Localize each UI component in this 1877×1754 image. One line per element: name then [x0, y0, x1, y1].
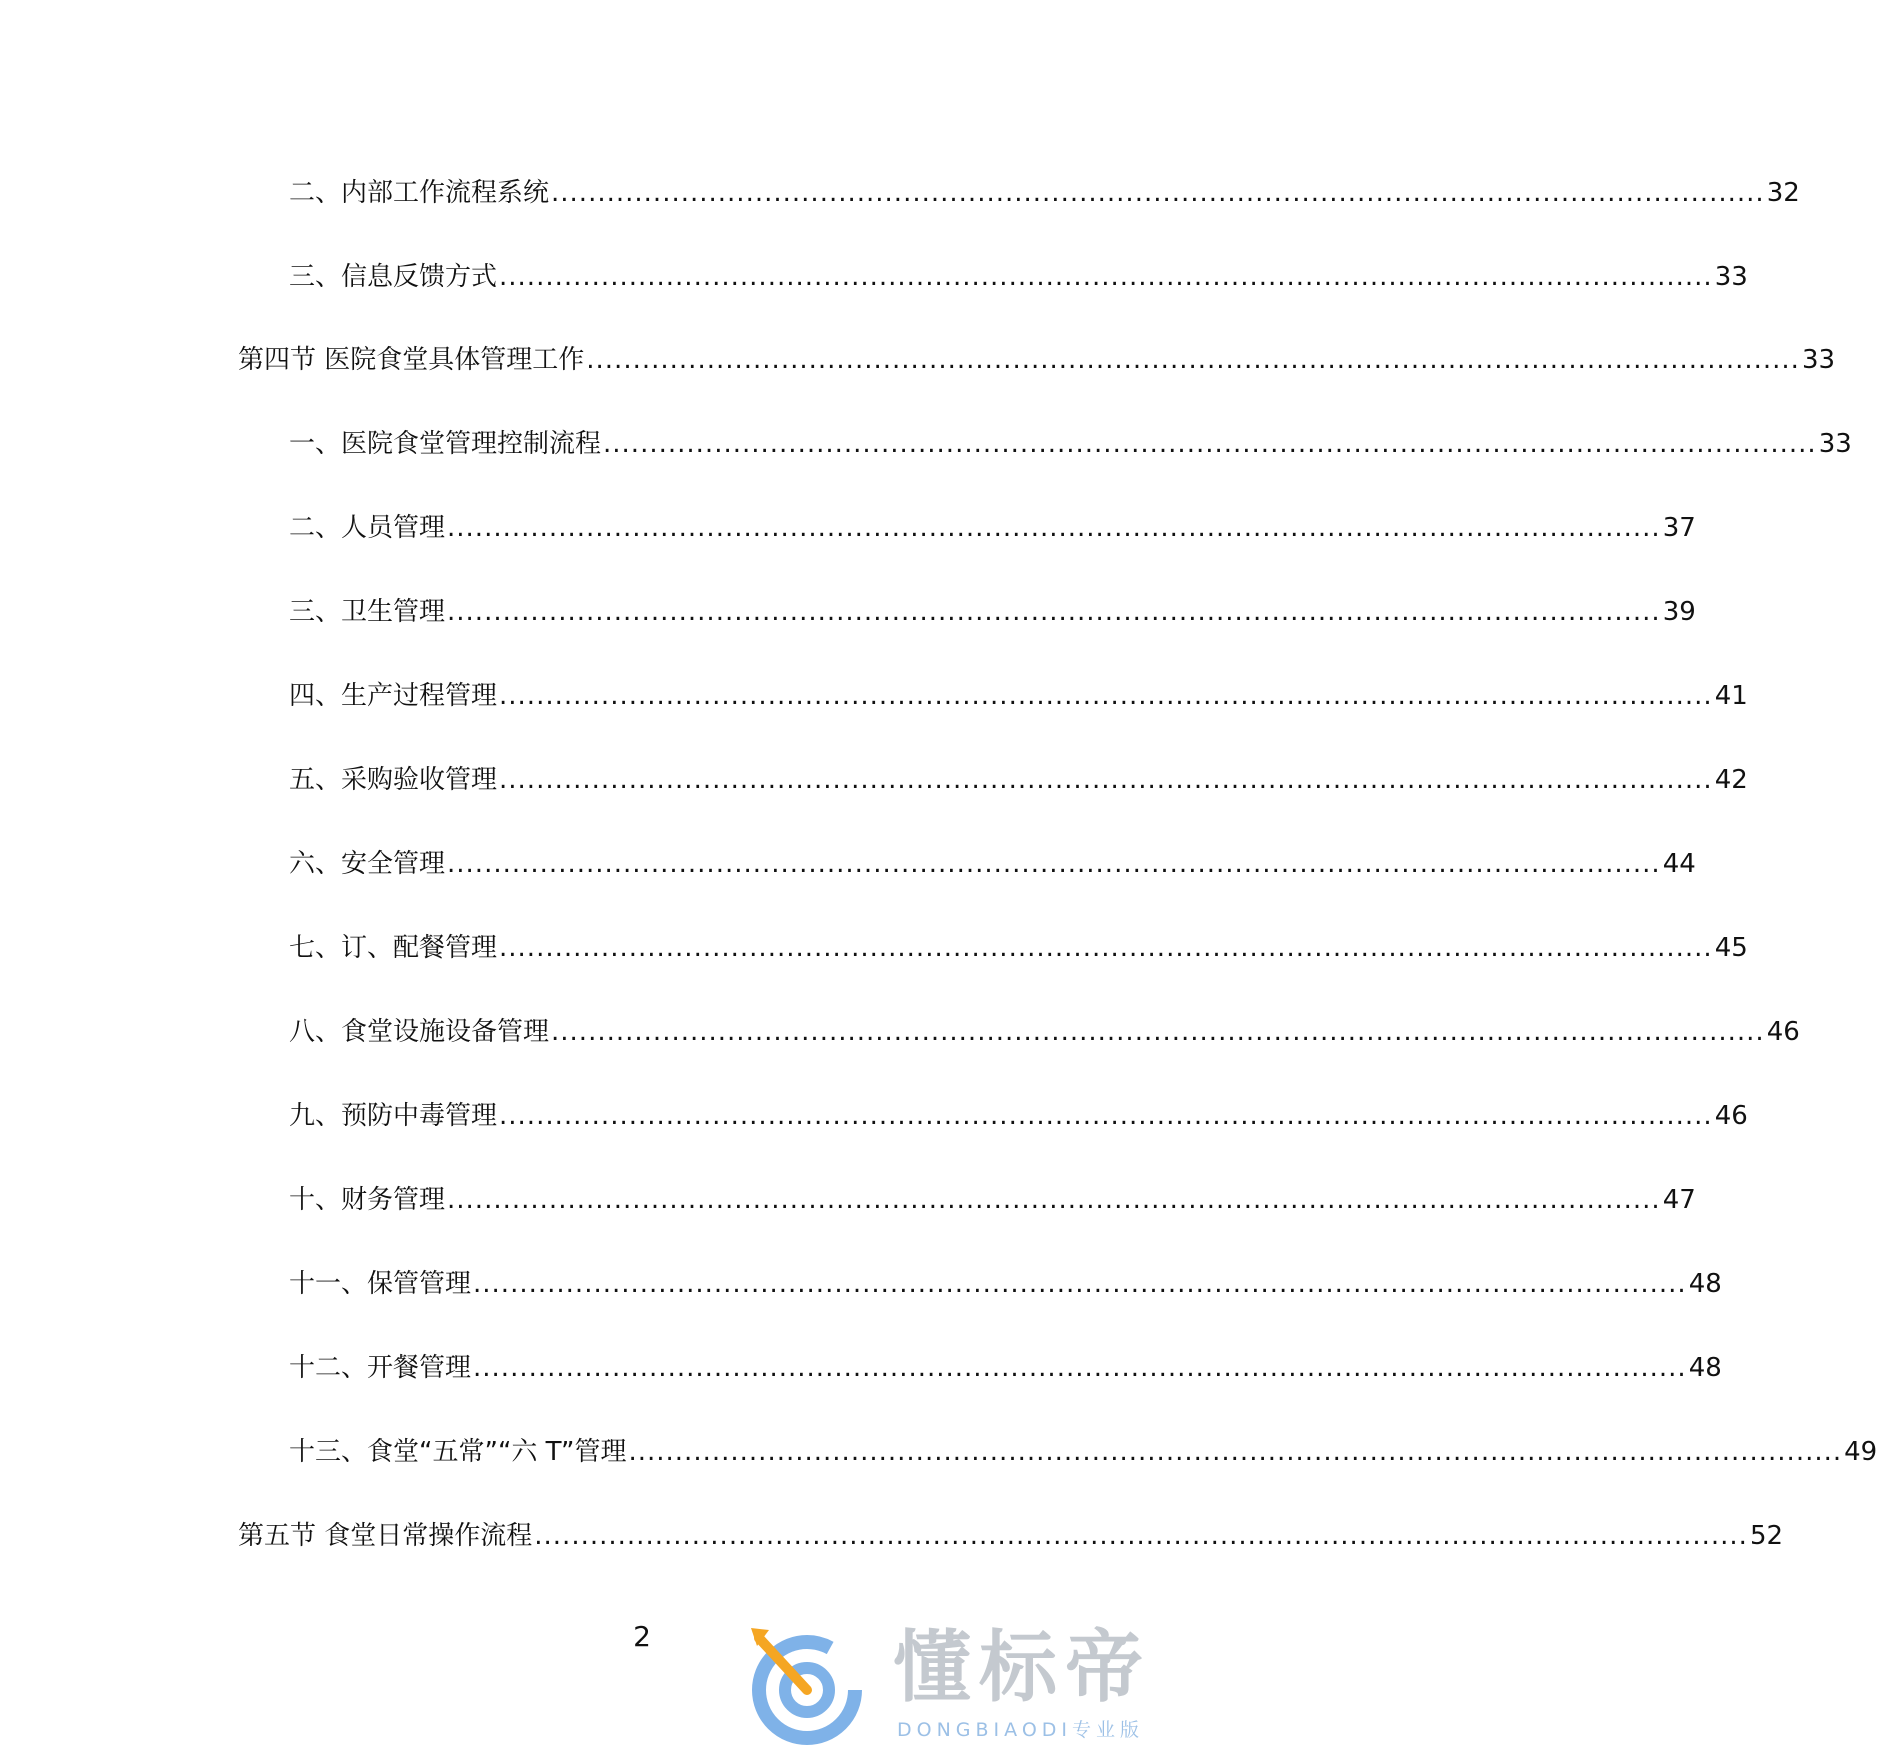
toc-entry: [289, 1351, 1722, 1385]
dot-leader: ...................................................................................................................................: [499, 681, 1713, 711]
toc-entry: [289, 595, 1696, 629]
toc-entry-title: 一、医院食堂管理控制流程: [289, 429, 602, 459]
dot-leader: ...................................................................................................................................: [499, 1101, 1713, 1131]
toc-entry: [289, 1267, 1722, 1301]
toc-entry-title: 第四节 医院食堂具体管理工作: [238, 345, 585, 375]
brand-subtitle: DONGBIAODI专业版: [897, 1719, 1145, 1741]
dot-leader: ...................................................................................................................................: [586, 345, 1800, 375]
dot-leader: ...................................................................................................................................: [447, 597, 1661, 627]
toc-entry-title: 十、财务管理: [289, 1185, 446, 1215]
toc-entry: [289, 763, 1748, 797]
dot-leader: ...................................................................................................................................: [499, 262, 1713, 292]
toc-entry-page: 48: [1688, 1353, 1722, 1383]
dot-leader: ...................................................................................................................................: [628, 1437, 1843, 1467]
toc-entry: [289, 1183, 1696, 1217]
toc-entry: [289, 427, 1852, 461]
toc-entry: [289, 260, 1748, 294]
toc-entry-title: 八、食堂设施设备管理: [289, 1017, 550, 1047]
toc-entry-title: 二、内部工作流程系统: [289, 178, 550, 208]
toc-entry-page: 46: [1766, 1017, 1800, 1047]
toc-entry: [289, 511, 1696, 545]
target-arrow-icon: [745, 1618, 875, 1748]
toc-entry-title: 九、预防中毒管理: [289, 1101, 498, 1131]
toc-entry-page: 33: [1714, 262, 1748, 292]
toc-entry-page: 47: [1662, 1185, 1696, 1215]
toc-entry: [289, 176, 1800, 210]
toc-entry-page: 41: [1714, 681, 1748, 711]
toc-entry: [289, 1015, 1800, 1049]
toc-entry-page: 45: [1714, 933, 1748, 963]
toc-entry-title: 十一、保管管理: [289, 1269, 472, 1299]
toc-entry-title: 四、生产过程管理: [289, 681, 498, 711]
dot-leader: ...................................................................................................................................: [603, 429, 1817, 459]
dot-leader: ...................................................................................................................................: [447, 1185, 1661, 1215]
toc-entry-title: 二、人员管理: [289, 513, 446, 543]
toc-entry: [238, 1519, 1784, 1553]
dot-leader: ...................................................................................................................................: [499, 765, 1713, 795]
toc-entry-page: 33: [1818, 429, 1852, 459]
dot-leader: ...................................................................................................................................: [447, 513, 1661, 543]
dot-leader: ...................................................................................................................................: [551, 178, 1765, 208]
page-number: 2: [633, 1620, 651, 1653]
toc-entry-page: 46: [1714, 1101, 1748, 1131]
dot-leader: ...................................................................................................................................: [499, 933, 1713, 963]
toc-entry-title: 十三、食堂“五常”“六 T”管理: [289, 1437, 627, 1467]
brand-watermark: [745, 1618, 1220, 1748]
toc-entry-page: 39: [1662, 597, 1696, 627]
toc-entry: [238, 343, 1836, 377]
toc-entry: [289, 1435, 1877, 1469]
dot-leader: ...................................................................................................................................: [473, 1353, 1687, 1383]
brand-name: 懂标帝: [893, 1623, 1152, 1713]
toc-entry: [289, 1099, 1748, 1133]
dot-leader: ...................................................................................................................................: [534, 1521, 1748, 1551]
toc-entry-page: 33: [1801, 345, 1836, 375]
toc-entry: [289, 847, 1696, 881]
toc-entry: [289, 931, 1748, 965]
toc-entry-title: 五、采购验收管理: [289, 765, 498, 795]
toc-entry-title: 十二、开餐管理: [289, 1353, 472, 1383]
toc-entry-title: 七、订、配餐管理: [289, 933, 498, 963]
toc-entry-title: 三、信息反馈方式: [289, 262, 498, 292]
dot-leader: ...................................................................................................................................: [551, 1017, 1765, 1047]
toc-entry-title: 三、卫生管理: [289, 597, 446, 627]
toc-entry-page: 42: [1714, 765, 1748, 795]
toc-entry-page: 52: [1749, 1521, 1784, 1551]
toc-entry-title: 六、安全管理: [289, 849, 446, 879]
toc-entry-page: 49: [1844, 1437, 1877, 1467]
toc-entry-page: 32: [1766, 178, 1800, 208]
toc-entry-page: 44: [1662, 849, 1696, 879]
toc-entry-page: 37: [1662, 513, 1696, 543]
toc-entry-title: 第五节 食堂日常操作流程: [238, 1521, 533, 1551]
toc-entry: [289, 679, 1748, 713]
toc-entry-page: 48: [1688, 1269, 1722, 1299]
dot-leader: ...................................................................................................................................: [447, 849, 1661, 879]
dot-leader: ...................................................................................................................................: [473, 1269, 1687, 1299]
